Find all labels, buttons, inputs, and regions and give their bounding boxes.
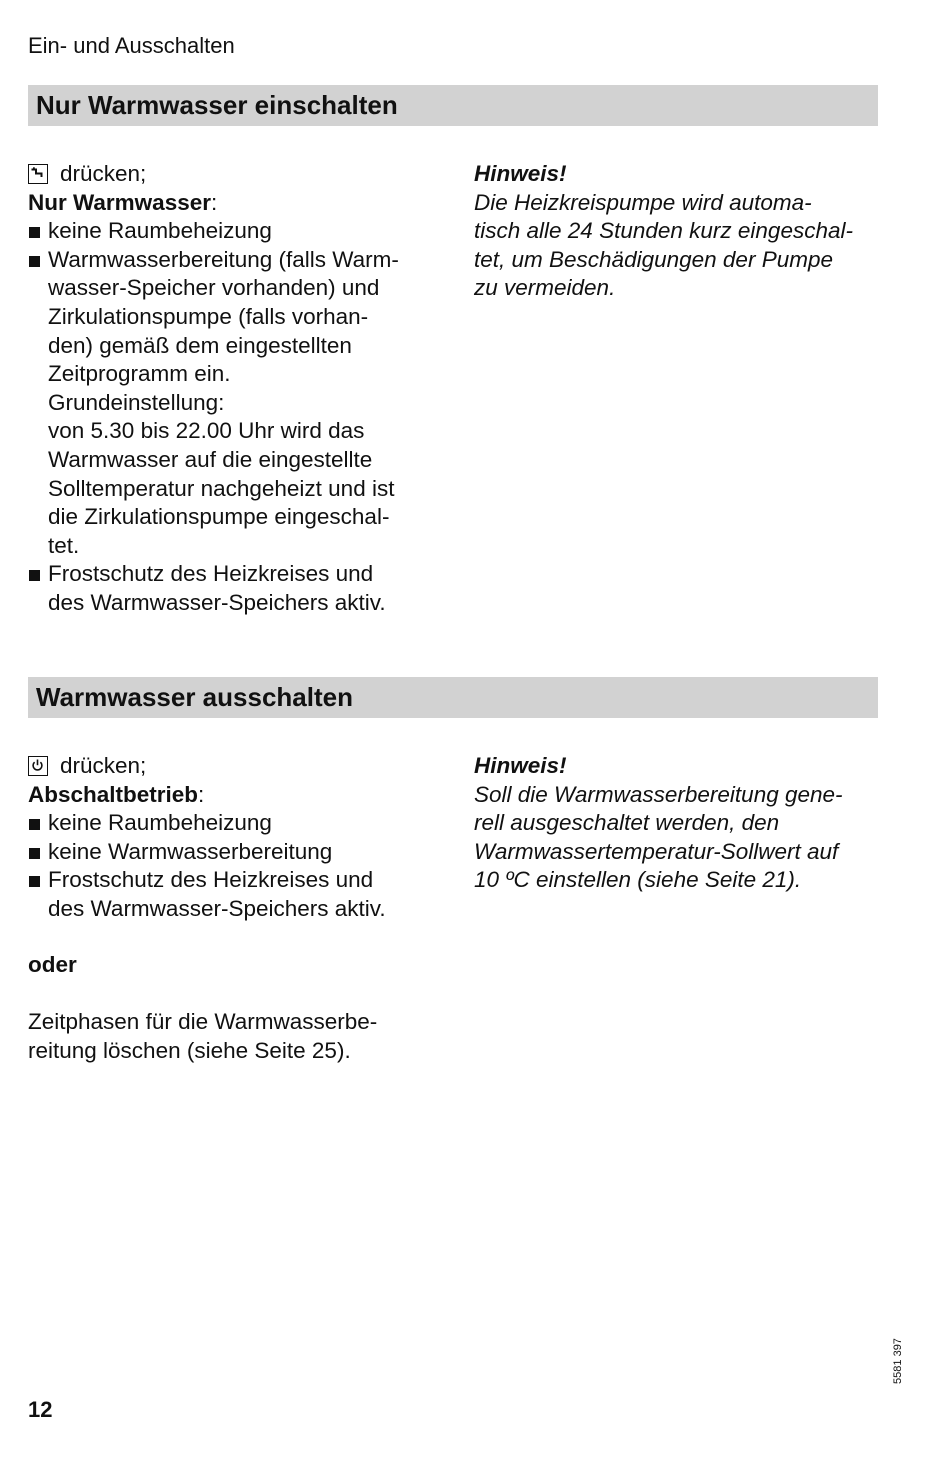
- power-icon: [28, 756, 48, 776]
- list-item-text: tet.: [48, 532, 80, 558]
- mode-label: Abschaltbetrieb: [28, 781, 199, 807]
- list-item-text: keine Warmwasserbereitung: [48, 838, 333, 864]
- or-label: oder: [28, 952, 77, 977]
- list-item: [28, 560, 448, 617]
- mode-colon: :: [198, 781, 205, 807]
- list-item-text: Zeitprogramm ein.: [48, 361, 231, 387]
- list-item-text: Frostschutz des Heizkreises und: [48, 867, 374, 893]
- note-line: tet, um Beschädigungen der Pumpe: [474, 246, 833, 272]
- alt-line: Zeitphasen für die Warmwasserbe-: [28, 1009, 378, 1034]
- section-heading-hot-water-off: Warmwasser ausschalten: [28, 677, 878, 718]
- note-line: tisch alle 24 Stunden kurz eingeschal-: [474, 218, 853, 244]
- mode-line: [28, 781, 448, 810]
- list-item: [28, 866, 448, 923]
- note-title: Hinweis!: [474, 161, 567, 186]
- section1-note: [474, 160, 894, 303]
- note-line: 10 ºC einstellen (siehe Seite 21).: [474, 867, 802, 893]
- press-instruction: [28, 160, 448, 189]
- list-item: [28, 217, 448, 246]
- note-line: zu vermeiden.: [474, 275, 616, 301]
- list-item: [28, 246, 448, 561]
- alt-line: reitung löschen (siehe Seite 25).: [28, 1037, 351, 1063]
- list-item-text: von 5.30 bis 22.00 Uhr wird das: [48, 418, 365, 444]
- list-item-text: die Zirkulationspumpe eingeschal-: [48, 504, 390, 530]
- note-title: Hinweis!: [474, 753, 567, 778]
- list-item-text: keine Raumbeheizung: [48, 810, 272, 836]
- note-line: Soll die Warmwasserbereitung gene-: [474, 781, 843, 807]
- list-item-text: Warmwasser auf die eingestellte: [48, 446, 373, 472]
- mode-colon: :: [211, 189, 218, 215]
- section2-left-column: [28, 752, 448, 924]
- mode-line: [28, 189, 448, 218]
- page-number: 12: [28, 1397, 53, 1422]
- note-line: rell ausgeschaltet werden, den: [474, 810, 780, 836]
- list-item-text: Solltemperatur nachgeheizt und ist: [48, 475, 395, 501]
- list-item-text: Zirkulationspumpe (falls vorhan-: [48, 303, 369, 329]
- feature-list: [28, 809, 448, 923]
- alternative-text: [28, 1008, 448, 1065]
- list-item-text: Warmwasserbereitung (falls Warm-: [48, 246, 399, 272]
- tap-water-icon: [28, 164, 48, 184]
- list-item-text: keine Raumbeheizung: [48, 218, 272, 244]
- press-text: drücken;: [60, 753, 147, 778]
- section2-note: [474, 752, 894, 895]
- list-item-text: wasser-Speicher vorhanden) und: [48, 275, 380, 301]
- list-item-text: Frostschutz des Heizkreises und: [48, 561, 374, 587]
- list-item-text: des Warmwasser-Speichers aktiv.: [48, 589, 386, 615]
- mode-label: Nur Warmwasser: [28, 189, 211, 215]
- running-head: Ein- und Ausschalten: [28, 33, 235, 58]
- list-item: [28, 809, 448, 838]
- press-text: drücken;: [60, 161, 147, 186]
- list-item-text: Grundeinstellung:: [48, 389, 225, 415]
- list-item-text: des Warmwasser-Speichers aktiv.: [48, 895, 386, 921]
- list-item: [28, 838, 448, 867]
- note-line: Die Heizkreispumpe wird automa-: [474, 189, 812, 215]
- document-code: 5581 397: [892, 1338, 904, 1384]
- note-line: Warmwassertemperatur-Sollwert auf: [474, 838, 839, 864]
- press-instruction: [28, 752, 448, 781]
- section-heading-hot-water-on: Nur Warmwasser einschalten: [28, 85, 878, 126]
- feature-list: [28, 217, 448, 617]
- section1-left-column: [28, 160, 448, 618]
- list-item-text: den) gemäß dem eingestellten: [48, 332, 352, 358]
